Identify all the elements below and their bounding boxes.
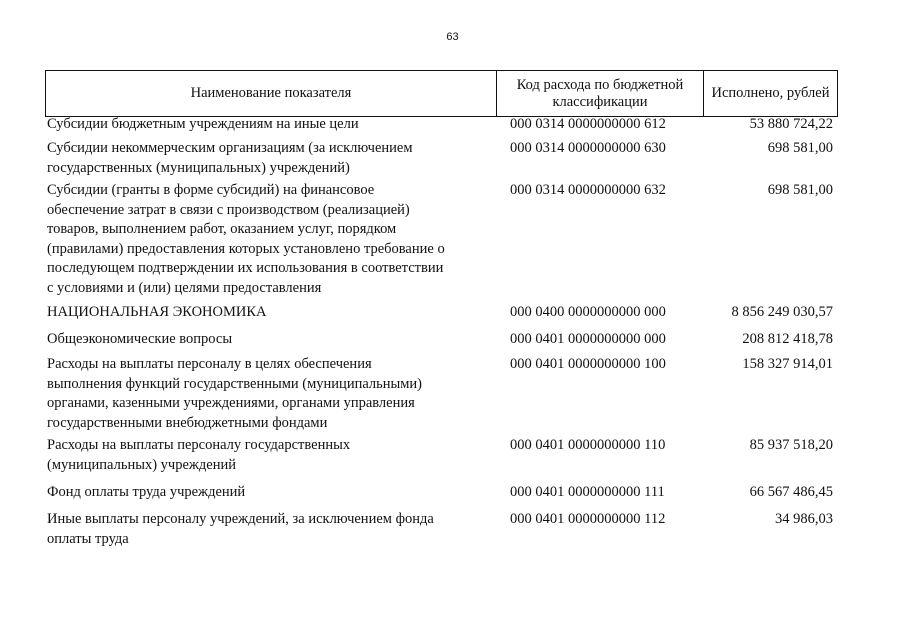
row-code: 000 0400 0000000000 000 [510,304,666,320]
row-code: 000 0314 0000000000 612 [510,116,666,132]
row-amount: 698 581,00 [767,182,833,198]
row-name: Общеэкономические вопросы [47,331,233,347]
row-amount: 66 567 486,45 [749,484,833,500]
column-header-amount: Исполнено, рублей [704,71,838,117]
row-name: НАЦИОНАЛЬНАЯ ЭКОНОМИКА [47,304,267,320]
row-name: Субсидии (гранты в форме субсидий) на финансовое обеспечение затрат в связи с производством (реализацией) товаров, выполнением работ, оказанием услуг, порядком (правилами) предоставления которых установлено требование о последующем подтверждении их использования в соответствии с условиями и (или) целями предоставления [47,182,445,296]
column-header-name: Наименование показателя [46,71,497,117]
row-amount: 208 812 418,78 [742,331,833,347]
table-header [45,70,838,117]
row-code: 000 0314 0000000000 630 [510,140,666,156]
row-amount: 8 856 249 030,57 [731,304,833,320]
row-amount: 85 937 518,20 [749,437,833,453]
row-code: 000 0401 0000000000 000 [510,331,666,347]
row-code: 000 0401 0000000000 110 [510,437,666,453]
row-amount: 34 986,03 [775,511,833,527]
row-name: Субсидии некоммерческим организациям (за исключением государственных (муниципальных) учреждений) [47,140,413,176]
column-header-code: Код расхода по бюджетной классификации [497,71,704,117]
row-code: 000 0401 0000000000 112 [510,511,666,527]
row-amount: 158 327 914,01 [742,356,833,372]
row-code: 000 0314 0000000000 632 [510,182,666,198]
row-name: Расходы на выплаты персоналу в целях обеспечения выполнения функций государственными (муниципальными) органами, казенными учреждениями, органами управления государственными внебюджетными фондами [47,356,423,431]
page-number: 63 [446,31,459,43]
row-name: Расходы на выплаты персоналу государственных (муниципальных) учреждений [47,437,351,473]
row-amount: 698 581,00 [767,140,833,156]
row-name: Иные выплаты персоналу учреждений, за исключением фонда оплаты труда [47,511,434,547]
row-name: Фонд оплаты труда учреждений [47,484,246,500]
row-code: 000 0401 0000000000 100 [510,356,666,372]
row-amount: 53 880 724,22 [749,116,833,132]
row-name: Субсидии бюджетным учреждениям на иные цели [47,116,359,132]
row-code: 000 0401 0000000000 111 [510,484,665,500]
